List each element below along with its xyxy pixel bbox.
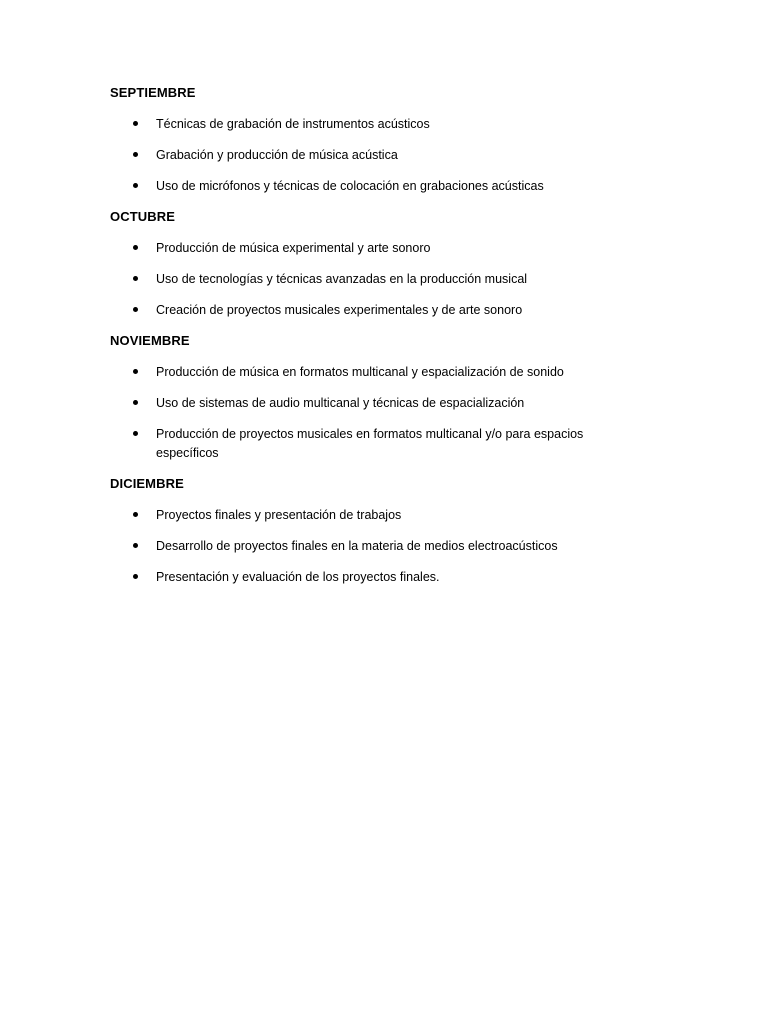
section-title: NOVIEMBRE bbox=[110, 333, 190, 348]
bullet-icon bbox=[133, 512, 138, 517]
list-item bbox=[110, 146, 650, 165]
list-item bbox=[110, 425, 650, 463]
bullet-icon bbox=[133, 183, 138, 188]
bullet-list bbox=[110, 239, 650, 320]
list-item bbox=[110, 363, 650, 382]
list-item bbox=[110, 537, 650, 556]
list-item bbox=[110, 239, 650, 258]
bullet-icon bbox=[133, 543, 138, 548]
list-item bbox=[110, 115, 650, 134]
list-item bbox=[110, 394, 650, 413]
bullet-icon bbox=[133, 369, 138, 374]
bullet-icon bbox=[133, 276, 138, 281]
list-item-text: Uso de tecnologías y técnicas avanzadas en la producción musical bbox=[156, 272, 528, 286]
bullet-list bbox=[110, 115, 650, 196]
list-item-text: Creación de proyectos musicales experimentales y de arte sonoro bbox=[156, 303, 523, 317]
bullet-icon bbox=[133, 245, 138, 250]
list-item-text: Grabación y producción de música acústica bbox=[156, 148, 398, 162]
list-item-text: Producción de proyectos musicales en formatos multicanal y/o para espacios específicos bbox=[156, 427, 584, 460]
bullet-icon bbox=[133, 431, 138, 436]
list-item-text: Producción de música en formatos multicanal y espacialización de sonido bbox=[156, 365, 564, 379]
list-item bbox=[110, 506, 650, 525]
document-page bbox=[110, 84, 650, 599]
section-noviembre bbox=[110, 332, 650, 463]
bullet-list bbox=[110, 363, 650, 463]
bullet-icon bbox=[133, 152, 138, 157]
section-diciembre bbox=[110, 475, 650, 587]
bullet-icon bbox=[133, 121, 138, 126]
list-item-text: Desarrollo de proyectos finales en la materia de medios electroacústicos bbox=[156, 539, 558, 553]
bullet-icon bbox=[133, 307, 138, 312]
section-octubre bbox=[110, 208, 650, 320]
bullet-icon bbox=[133, 574, 138, 579]
list-item bbox=[110, 301, 650, 320]
section-title: SEPTIEMBRE bbox=[110, 85, 196, 100]
list-item bbox=[110, 270, 650, 289]
section-septiembre bbox=[110, 84, 650, 196]
list-item-text: Técnicas de grabación de instrumentos acústicos bbox=[156, 117, 430, 131]
section-title: OCTUBRE bbox=[110, 209, 175, 224]
section-title: DICIEMBRE bbox=[110, 476, 184, 491]
bullet-icon bbox=[133, 400, 138, 405]
list-item bbox=[110, 177, 650, 196]
list-item-text: Uso de sistemas de audio multicanal y técnicas de espacialización bbox=[156, 396, 525, 410]
bullet-list bbox=[110, 506, 650, 587]
list-item-text: Uso de micrófonos y técnicas de colocación en grabaciones acústicas bbox=[156, 179, 544, 193]
list-item-text: Presentación y evaluación de los proyectos finales. bbox=[156, 570, 440, 584]
list-item-text: Producción de música experimental y arte sonoro bbox=[156, 241, 431, 255]
list-item-text: Proyectos finales y presentación de trabajos bbox=[156, 508, 402, 522]
list-item bbox=[110, 568, 650, 587]
